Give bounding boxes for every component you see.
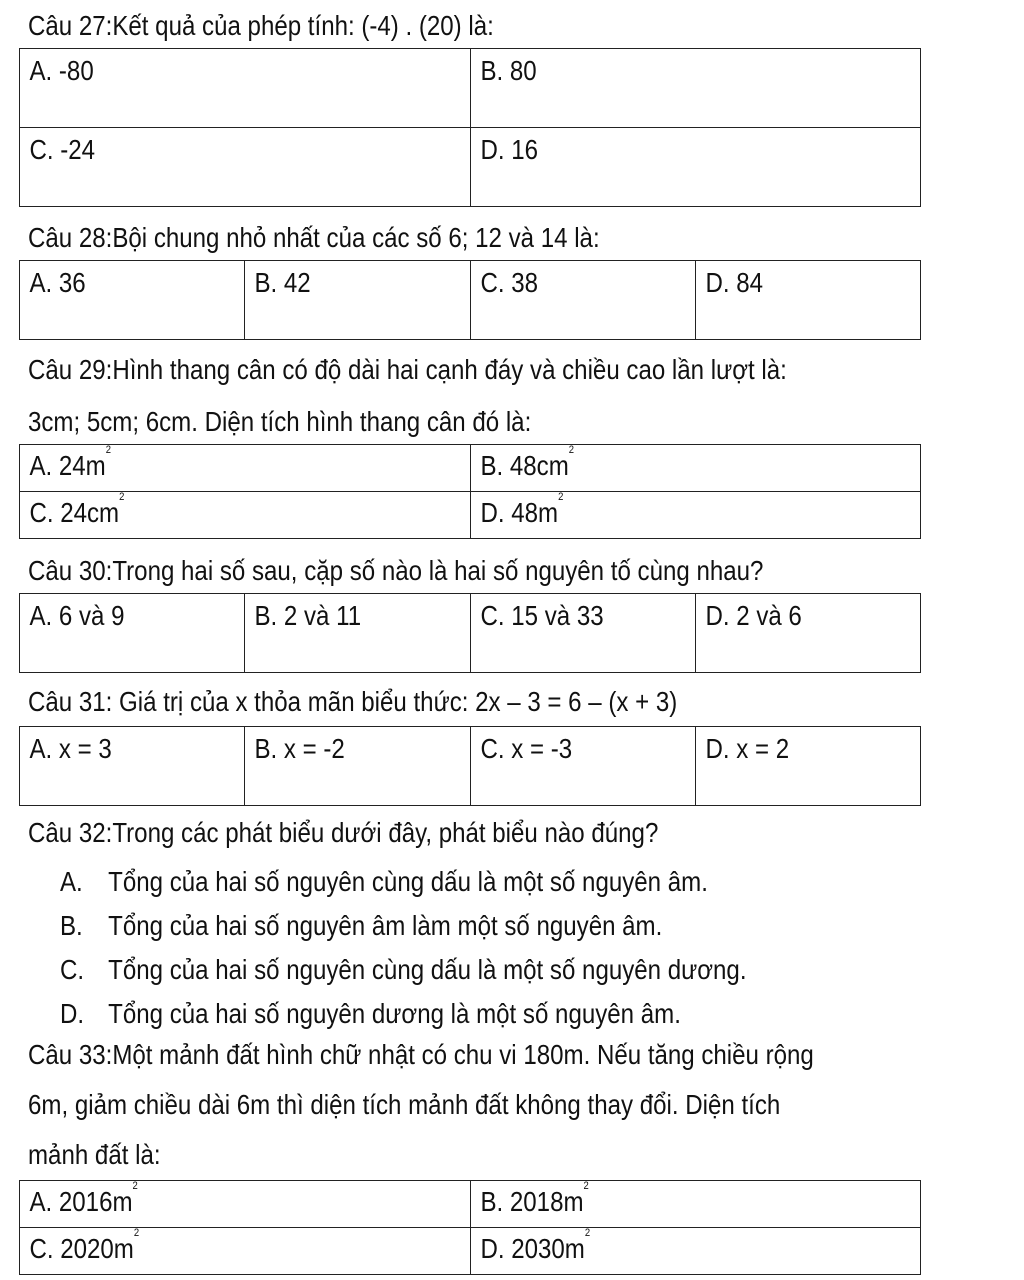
option-label: B. 80: [479, 55, 537, 86]
exponent: 2: [583, 1180, 589, 1192]
question-28: Câu 28:Bội chung nhỏ nhất của các số 6; 12 và 14 là:: [28, 222, 600, 253]
q30-option-d[interactable]: [695, 594, 920, 673]
exponent: 2: [557, 491, 563, 503]
question-33-line-2: 6m, giảm chiều dài 6m thì diện tích mảnh đất không thay đổi. Diện tích: [28, 1089, 781, 1120]
q30-options-table: [19, 593, 921, 673]
q31-options-table: [19, 726, 921, 806]
q27-options-table: [19, 48, 921, 207]
q28-option-d[interactable]: [695, 261, 920, 340]
option-label: D. 84: [705, 267, 763, 298]
question-29: [28, 344, 787, 448]
option-label: A. 2016m: [29, 1186, 133, 1217]
q33-option-c[interactable]: [20, 1228, 471, 1275]
q32-statement-c[interactable]: [60, 948, 747, 992]
option-label: B. 42: [254, 267, 311, 298]
option-label: C. x = -3: [479, 733, 572, 764]
statement-letter: C.: [60, 954, 85, 985]
option-label: B. 2 và 11: [254, 600, 362, 631]
q27-option-b[interactable]: [470, 49, 921, 128]
question-32: Câu 32:Trong các phát biểu dưới đây, phát biểu nào đúng?: [28, 817, 659, 848]
q28-option-a[interactable]: [20, 261, 245, 340]
q30-option-b[interactable]: [245, 594, 470, 673]
exponent: 2: [132, 1180, 138, 1192]
exponent: 2: [119, 491, 125, 503]
option-label: B. 48cm: [479, 450, 569, 481]
exponent: 2: [568, 444, 574, 456]
option-label: A. -80: [29, 55, 94, 86]
statement-text: Tổng của hai số nguyên cùng dấu là một số nguyên dương.: [108, 954, 747, 985]
option-label: A. 24m: [29, 450, 106, 481]
option-label: D. 48m: [479, 497, 558, 528]
question-33: [28, 1030, 814, 1180]
exponent: 2: [584, 1227, 590, 1239]
q27-option-d[interactable]: [470, 128, 921, 207]
option-label: C. 2020m: [29, 1233, 134, 1264]
q32-statements-list: [60, 860, 858, 1036]
question-29-line-1: Câu 29:Hình thang cân có độ dài hai cạnh đáy và chiều cao lần lượt là:: [28, 354, 787, 385]
statement-letter: A.: [60, 866, 83, 897]
q29-options-table: [19, 444, 921, 539]
question-29-line-2: 3cm; 5cm; 6cm. Diện tích hình thang cân đó là:: [28, 406, 532, 437]
q28-option-b[interactable]: [245, 261, 470, 340]
question-33-line-1: Câu 33:Một mảnh đất hình chữ nhật có chu vi 180m. Nếu tăng chiều rộng: [28, 1039, 814, 1070]
option-label: D. 2 và 6: [705, 600, 802, 631]
q30-option-a[interactable]: [20, 594, 245, 673]
q30-option-c[interactable]: [470, 594, 695, 673]
question-31: Câu 31: Giá trị của x thỏa mãn biểu thức: 2x – 3 = 6 – (x + 3): [28, 686, 678, 717]
q32-statement-a[interactable]: [60, 860, 747, 904]
option-label: D. 2030m: [479, 1233, 585, 1264]
option-label: A. 36: [29, 267, 86, 298]
statement-letter: D.: [60, 998, 85, 1029]
q31-option-d[interactable]: [695, 727, 920, 806]
statement-text: Tổng của hai số nguyên dương là một số nguyên âm.: [108, 998, 681, 1029]
question-30: Câu 30:Trong hai số sau, cặp số nào là hai số nguyên tố cùng nhau?: [28, 555, 764, 586]
option-label: C. 24cm: [29, 497, 120, 528]
exponent: 2: [105, 444, 112, 456]
option-label: C. 38: [479, 267, 538, 298]
q28-option-c[interactable]: [470, 261, 695, 340]
q27-option-a[interactable]: [20, 49, 471, 128]
q32-statement-b[interactable]: [60, 904, 747, 948]
q31-option-c[interactable]: [470, 727, 695, 806]
option-label: A. x = 3: [29, 733, 112, 764]
q29-option-b[interactable]: [470, 445, 921, 492]
q29-option-a[interactable]: [20, 445, 471, 492]
statement-text: Tổng của hai số nguyên âm làm một số nguyên âm.: [108, 910, 663, 941]
option-label: D. 16: [479, 134, 538, 165]
q27-option-c[interactable]: [20, 128, 471, 207]
exponent: 2: [133, 1227, 140, 1239]
question-27: Câu 27:Kết quả của phép tính: (-4) . (20) là:: [28, 10, 494, 41]
option-label: B. 2018m: [479, 1186, 584, 1217]
option-label: D. x = 2: [705, 733, 789, 764]
question-33-line-3: mảnh đất là:: [28, 1139, 161, 1170]
q33-option-b[interactable]: [470, 1181, 921, 1228]
q29-option-d[interactable]: [470, 492, 921, 539]
q28-options-table: [19, 260, 921, 340]
statement-text: Tổng của hai số nguyên cùng dấu là một số nguyên âm.: [108, 866, 708, 897]
q31-option-a[interactable]: [20, 727, 245, 806]
option-label: C. 15 và 33: [479, 600, 604, 631]
q33-option-a[interactable]: [20, 1181, 471, 1228]
q33-option-d[interactable]: [470, 1228, 921, 1275]
q29-option-c[interactable]: [20, 492, 471, 539]
option-label: A. 6 và 9: [29, 600, 125, 631]
option-label: C. -24: [29, 134, 96, 165]
option-label: B. x = -2: [254, 733, 346, 764]
q31-option-b[interactable]: [245, 727, 470, 806]
q33-options-table: [19, 1180, 921, 1275]
statement-letter: B.: [60, 910, 83, 941]
